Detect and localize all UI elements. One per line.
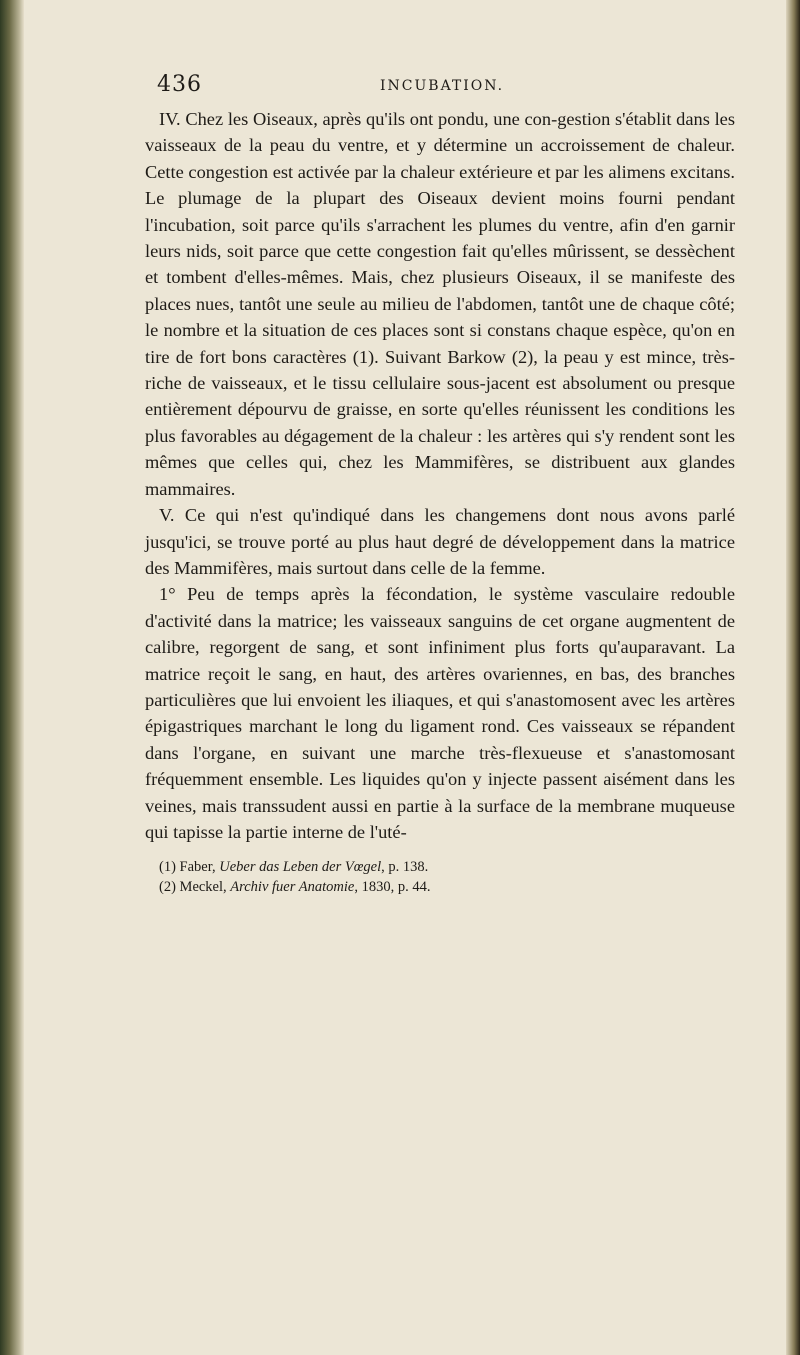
book-page — [145, 72, 735, 897]
footnotes — [145, 857, 735, 897]
footnote-title: Ueber das Leben der Vœgel — [219, 859, 382, 876]
footnote-citation: , 1830, p. 44. — [354, 879, 431, 896]
book-binding-edge-left — [0, 0, 24, 1355]
book-binding-edge-right — [786, 0, 800, 1355]
footnote-author: Faber, — [179, 859, 216, 876]
footnote-number: (2) — [159, 879, 176, 896]
paragraph-iv: IV. Chez les Oiseaux, après qu'ils ont pondu, une con-gestion s'établit dans les vaisseaux de la peau du ventre, et y détermine un accroissement de chaleur. Cette congestion est activée par la chaleur extérieure et par les alimens excitans. Le plumage de la plupart des Oiseaux devient moins fourni pendant l'incubation, soit parce qu'ils s'arrachent les plumes du ventre, afin d'en garnir leurs nids, soit parce que cette congestion fait qu'elles mûrissent, se dessèchent et tombent d'elles-mêmes. Mais, chez plusieurs Oiseaux, il se manifeste des places nues, tantôt une seule au milieu de l'abdomen, tantôt une de chaque côté; le nombre et la situation de ces places sont si constans chaque espèce, qu'on en tire de fort bons caractères (1). Suivant Barkow (2), la peau y est mince, très-riche de vaisseaux, et le tissu cellulaire sous-jacent est absolument ou presque entièrement dépourvu de graisse, en sorte qu'elles réunissent les conditions les plus favorables au dégagement de la chaleur : les artères qui s'y rendent sont les mêmes que celles qui, chez les Mammifères, se distribuent aux glandes mammaires. — [145, 109, 735, 499]
page-header — [145, 72, 735, 106]
paragraph-v: V. Ce qui n'est qu'indiqué dans les changemens dont nous avons parlé jusqu'ici, se trouve porté au plus haut degré de développement dans la matrice des Mammifères, mais surtout dans celle de la femme. — [145, 505, 735, 578]
footnote-number: (1) — [159, 859, 176, 876]
footnote-author: Meckel, — [179, 879, 227, 896]
paragraph-1: 1° Peu de temps après la fécondation, le système vasculaire redouble d'activité dans la matrice; les vaisseaux sanguins de cet organe augmentent de calibre, regorgent de sang, et sont infiniment plus forts qu'auparavant. La matrice reçoit le sang, en haut, des artères ovariennes, en bas, des branches particulières que lui envoient les iliaques, et qui s'anastomosent avec les artères épigastriques marchant le long du ligament rond. Ces vaisseaux se répandent dans l'organe, en suivant une marche très-flexueuse et s'anastomosant fréquemment ensemble. Les liquides qu'on y injecte passent aisément dans les veines, mais transsudent aussi en partie à la surface de la membrane muqueuse qui tapisse la partie interne de l'uté- — [145, 584, 735, 842]
page-number: 436 — [157, 72, 202, 97]
body-text — [145, 106, 735, 845]
running-head: INCUBATION. — [380, 78, 505, 94]
footnote-1 — [145, 857, 735, 877]
footnote-2 — [145, 877, 735, 897]
footnote-citation: , p. 138. — [381, 859, 429, 876]
footnote-title: Archiv fuer Anatomie — [230, 879, 355, 896]
